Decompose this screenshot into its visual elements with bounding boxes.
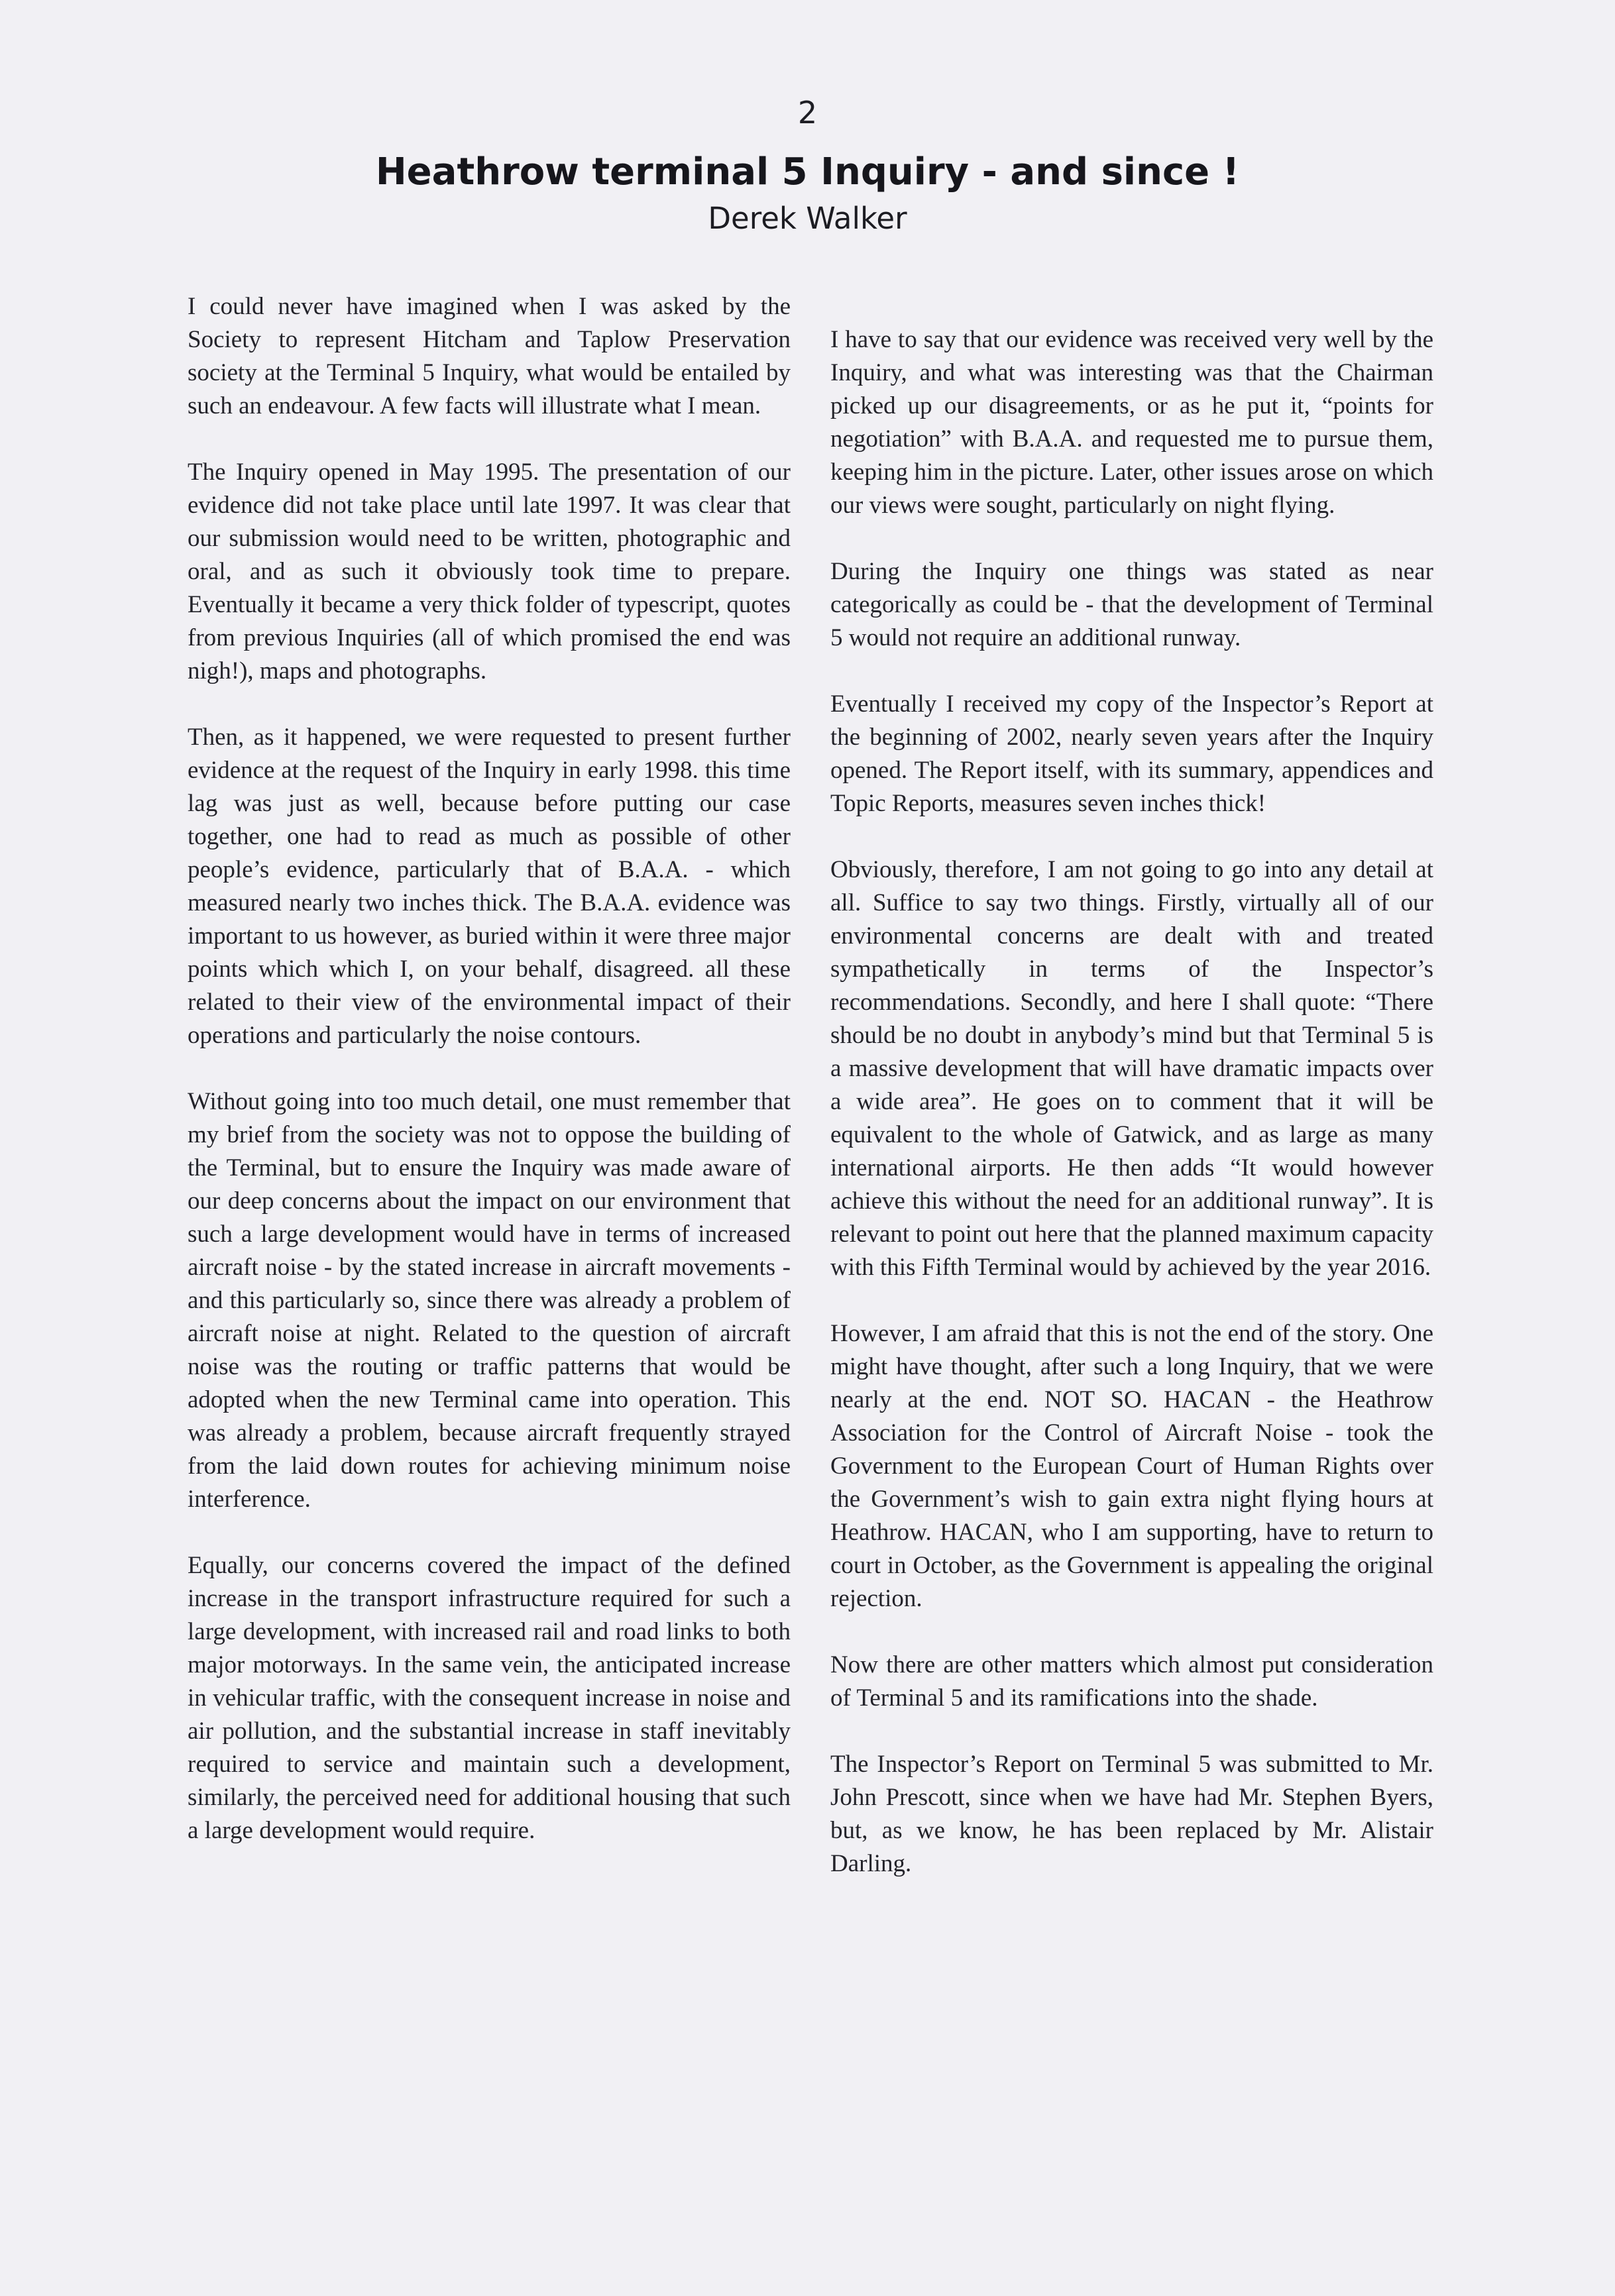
paragraph: Without going into too much detail, one must remember that my brief from the society was not to oppose the building of the Terminal, but to ensure the Inquiry was made aware of our deep concerns about the impact on our environment that such a large development would have in terms of increased aircraft noise - by the stated increase in aircraft movements - and this particularly so, since there was already a problem of aircraft noise at night. Related to the question of aircraft noise was the routing or traffic patterns that would be adopted when the new Terminal came into operation. This was already a problem, because aircraft frequently strayed from the laid down routes for achieving minimum noise interference. [188, 1088, 791, 1513]
paragraph: I could never have imagined when I was asked by the Society to represent Hitcham and Taplow Preservation society at the Terminal 5 Inquiry, what would be entailed by such an endeavour. A few facts will illustrate what I mean. [188, 293, 791, 419]
paragraph: However, I am afraid that this is not the end of the story. One might have thought, after such a long Inquiry, that we were nearly at the end. NOT SO. HACAN - the Heathrow Association for the Control of Aircraft Noise - took the Government to the European Court of Human Rights over the Government’s wish to gain extra night flying hours at Heathrow. HACAN, who I am supporting, have to return to court in October, as the Government is appealing the original rejection. [830, 1320, 1433, 1612]
article-title: Heathrow terminal 5 Inquiry - and since ! [375, 150, 1240, 193]
paragraph: During the Inquiry one things was stated as near categorically as could be - that the development of Terminal 5 would not require an additional runway. [830, 558, 1433, 651]
paragraph: Obviously, therefore, I am not going to go into any detail at all. Suffice to say two things. Firstly, virtually all of our environmental concerns are dealt with and treated sympathetically in terms of the Inspector’s recommendations. Secondly, and here I shall quote: “There should be no doubt in anybody’s mind but that Terminal 5 is a massive development that will have dramatic impacts over a wide area”. He goes on to comment that it will be equivalent to the whole of Gatwick, and as large as many international airports. He then adds “It would however achieve this without the need for an additional runway”. It is relevant to point out here that the planned maximum capacity with this Fifth Terminal would by achieved by the year 2016. [830, 856, 1433, 1281]
paragraph: Now there are other matters which almost put consideration of Terminal 5 and its ramifications into the shade. [830, 1651, 1433, 1712]
paragraph: The Inspector’s Report on Terminal 5 was submitted to Mr. John Prescott, since when we have had Mr. Stephen Byers, but, as we know, he has been replaced by Mr. Alistair Darling. [830, 1751, 1433, 1877]
right-column [830, 323, 1433, 1881]
page-number: 2 [797, 95, 818, 131]
left-column [188, 290, 791, 1847]
paragraph: Equally, our concerns covered the impact of the defined increase in the transport infrastructure required for such a large development, with increased rail and road links to both major motorways. In the same vein, the anticipated increase in vehicular traffic, with the consequent increase in noise and air pollution, and the substantial increase in staff inevitably required to service and maintain such a development, similarly, the perceived need for additional housing that such a large development would require. [188, 1552, 791, 1844]
paragraph: The Inquiry opened in May 1995. The presentation of our evidence did not take place until late 1997. It was clear that our submission would need to be written, photographic and oral, and as such it obviously took time to prepare. Eventually it became a very thick folder of typescript, quotes from previous Inquiries (all of which promised the end was nigh!), maps and photographs. [188, 459, 791, 684]
paragraph: Eventually I received my copy of the Inspector’s Report at the beginning of 2002, nearly seven years after the Inquiry opened. The Report itself, with its summary, appendices and Topic Reports, measures seven inches thick! [830, 690, 1433, 817]
paragraph: I have to say that our evidence was received very well by the Inquiry, and what was interesting was that the Chairman picked up our disagreements, or as he put it, “points for negotiation” with B.A.A. and requested me to pursue them, keeping him in the picture. Later, other issues arose on which our views were sought, particularly on night flying. [830, 326, 1433, 519]
article-author: Derek Walker [708, 201, 907, 236]
paragraph: Then, as it happened, we were requested to present further evidence at the request of the Inquiry in early 1998. this time lag was just as well, because before putting our case together, one had to read as much as possible of other people’s evidence, particularly that of B.A.A. - which measured nearly two inches thick. The B.A.A. evidence was important to us however, as buried within it were three major points which which I, on your behalf, disagreed. all these related to their view of the environmental impact of their operations and particularly the noise contours. [188, 724, 791, 1049]
